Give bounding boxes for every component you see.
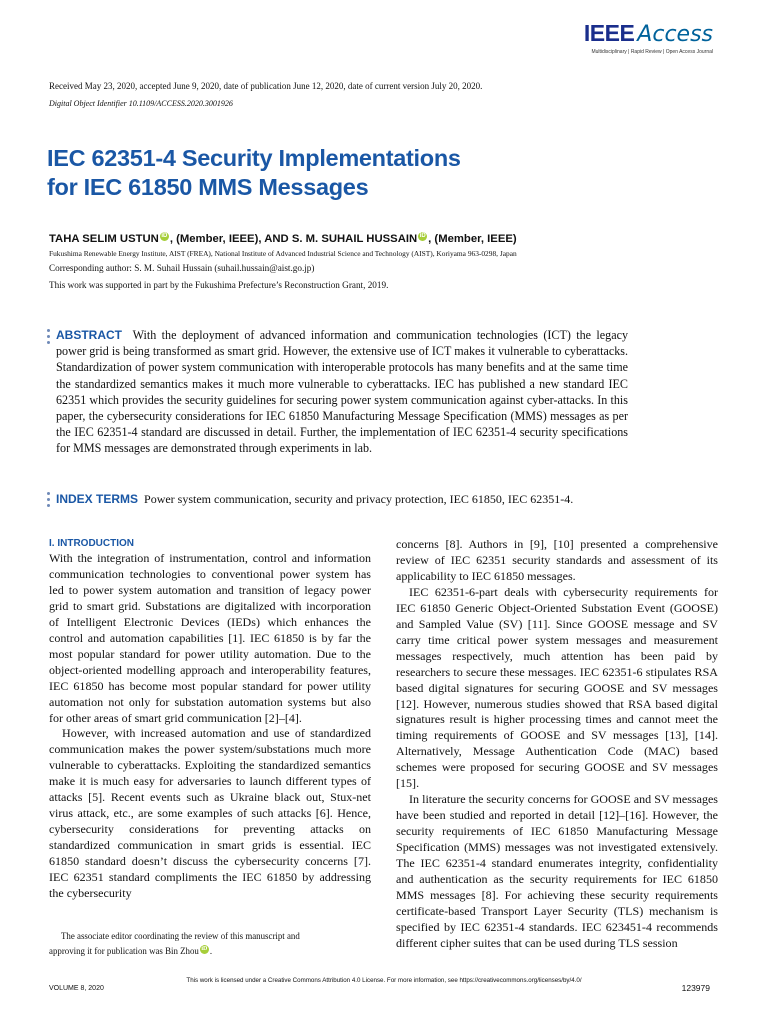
author-2-note: , (Member, IEEE) xyxy=(428,232,517,245)
dots-icon xyxy=(47,492,51,510)
author-1: TAHA SELIM USTUN xyxy=(49,232,159,245)
license-notice: This work is licensed under a Creative Commons Attribution 4.0 License. For more information, see https://creativecommons.org/licenses/by/4.0/ xyxy=(186,977,582,984)
right-column xyxy=(396,537,718,952)
paragraph: concerns [8]. Authors in [9], [10] presented a comprehensive review of IEC 62351 security standards and assessment of its applicability to IEC 61850 messages. xyxy=(396,537,718,583)
logo-brand: IEEE xyxy=(583,20,635,46)
volume-label: VOLUME 8, 2020 xyxy=(49,985,104,992)
footnote-line: The associate editor coordinating the review of this manuscript and xyxy=(61,931,300,941)
logo-suffix: Access xyxy=(637,22,713,47)
author-1-note: , (Member, IEEE), AND xyxy=(169,232,292,245)
author-list xyxy=(49,232,517,245)
paper-title-line2: for IEC 61850 MMS Messages xyxy=(47,174,369,200)
journal-logo xyxy=(584,20,713,55)
publication-dates: Received May 23, 2020, accepted June 9, 2020, date of publication June 12, 2020, date of current version July 20, 2020. xyxy=(49,81,483,91)
affiliation: Fukushima Renewable Energy Institute, AIST (FREA), National Institute of Advanced Industrial Science and Technology (AIST), Koriyama 963-0298, Japan xyxy=(49,249,517,258)
footnote-line xyxy=(49,944,371,959)
orcid-icon[interactable]: iD xyxy=(161,233,168,239)
funding-note: This work was supported in part by the Fukushima Prefecture’s Reconstruction Grant, 2019. xyxy=(49,280,389,290)
paragraph: IEC 62351-6-part deals with cybersecurity requirements for IEC 61850 Generic Object-Oriented Substation Event (GOOSE) and Sampled Value (SV) [11]. Since GOOSE message and SV carry time critical power system messages and measurement messages respectively, much attention has been paid by researchers to secure these messages. IEC 62351-6 stipulates RSA based digital signatures for securing GOOSE and SV messages [12]. However, numerous studies showed that RSA based digital signatures result is higher processing times and cannot meet the timing requirements of GOOSE and SV messages [13], [14]. Alternatively, Message Authentication Code (MAC) based schemes were proposed for securing GOOSE and SV messages [15]. xyxy=(396,584,718,791)
abstract-heading: ABSTRACT xyxy=(56,328,122,342)
corresponding-author: Corresponding author: S. M. Suhail Hussain (suhail.hussain@aist.go.jp) xyxy=(49,263,315,273)
paragraph: With the integration of instrumentation, control and information communication technologies to conventional power system has led to power system automation and transition of legacy power grid to smart grid. Substations are digitalized with incorporation of Intelligent Electronic Devices (IEDs) which enhances the control and automation capabilities [1]. IEC 61850 is by far the most popular standard for power utility automation. Due to the object-oriented modelling approach and interoperability features, IEC 61850 has become most popular standard for power utility automation not only for substation automation systems but also for other areas of smart grid communication [2]–[4]. xyxy=(49,551,371,725)
footnote-text: approving it for publication was Bin Zhou xyxy=(49,946,199,956)
author-2: S. M. SUHAIL HUSSAIN xyxy=(291,232,418,245)
abstract-text: With the deployment of advanced information and communication technologies (ICT) the legacy power grid is being transformed as smart grid. However, the extensive use of ICT makes it vulnerable to cyberattacks. Standardization of power system communication with interoperable protocols has many benefits and at the same time the standardized semantics makes it much more vulnerable to cyberattacks. IEC has published a new standard IEC 62351 which provides the security guidelines for securing power system communication against cyber-attacks. In this paper, the cybersecurity considerations for IEC 61850 Manufacturing Message Specification (MMS) messages as per the IEC 62351-4 standard are discussed in detail. Further, the implementation of IEC 62351-4 security specifications for MMS messages are demonstrated through experiments in lab. xyxy=(56,328,628,456)
dots-icon xyxy=(47,329,51,347)
paper-title-line1: IEC 62351-4 Security Implementations xyxy=(47,145,461,171)
orcid-icon[interactable]: iD xyxy=(419,233,426,239)
doi: Digital Object Identifier 10.1109/ACCESS.2020.3001926 xyxy=(49,99,233,108)
footnote-end: . xyxy=(209,946,213,956)
abstract xyxy=(56,327,628,457)
paper-title xyxy=(47,144,461,202)
footnote xyxy=(49,929,371,959)
paragraph: In literature the security concerns for GOOSE and SV messages have been studied and reported in detail [12]–[16]. However, the security requirements of IEC 61850 Manufacturing Message Specification (MMS) messages was not investigated extensively. The IEC 62351-4 standard enumerates integrity, confidentiality and authentication as the security requirements for IEC 61850 MMS messages [8]. For achieving these security requirements certificate-based Transport Layer Security (TLS) mechanism is specified by IEC 62351-4 standards. IEC 623451-4 recommends different cipher suites that can be used during TLS session xyxy=(396,792,718,950)
left-column xyxy=(49,537,371,902)
paragraph: However, with increased automation and use of standardized communication makes the power system/substations much more vulnerable to cyberattacks. Exploiting the standardized semantics make it is much easy for adversaries to launch different types of attacks [5]. Recent events such as Ukraine black out, Stux-net virus attack, etc., are some examples of such attacks [6]. Hence, cybersecurity considerations for preventing attacks on standardized communication in smart grids is essential. IEC 61850 standard doesn’t discuss the cybersecurity concerns [7]. IEC 62351 standard compliments the IEC 61850 by addressing the cybersecurity xyxy=(49,726,371,901)
orcid-icon[interactable]: iD xyxy=(201,946,208,953)
section-heading: I. INTRODUCTION xyxy=(49,538,134,549)
index-terms-text: Power system communication, security and privacy protection, IEC 61850, IEC 62351-4. xyxy=(144,492,574,506)
index-terms-heading: INDEX TERMS xyxy=(56,492,139,506)
logo-tagline: Multidisciplinary | Rapid Review | Open Access Journal xyxy=(591,49,713,55)
index-terms xyxy=(56,492,696,507)
page-number: 123979 xyxy=(681,983,710,993)
